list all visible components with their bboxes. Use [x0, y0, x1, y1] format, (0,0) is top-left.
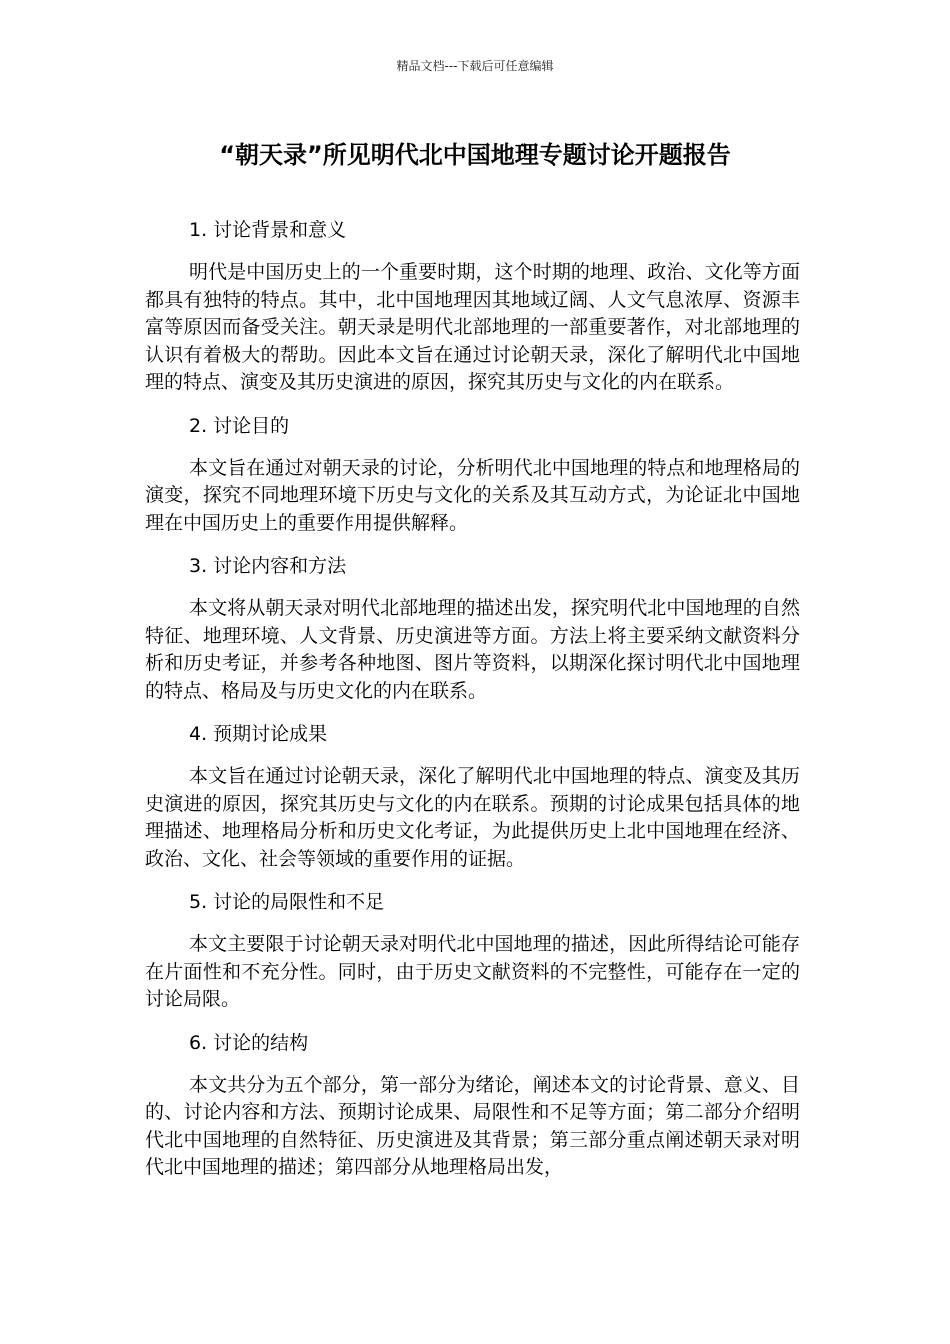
section-paragraph: 明代是中国历史上的一个重要时期，这个时期的地理、政治、文化等方面都具有独特的特点。其中，北中国地理因其地域辽阔、人文气息浓厚、资源丰富等原因而备受关注。朝天录是明代北部地理的一部重要著作，对北部地理的认识有着极大的帮助。因此本文旨在通过讨论朝天录，深化了解明代北中国地理的特点、演变及其历史演进的原因，探究其历史与文化的内在联系。	[145, 261, 800, 393]
section-2	[145, 412, 800, 538]
section-heading: 2. 讨论目的	[189, 414, 290, 437]
document-title: “朝天录”所见明代北中国地理专题讨论开题报告	[219, 141, 731, 169]
section-6	[145, 1029, 800, 1182]
section-heading: 5. 讨论的局限性和不足	[189, 891, 385, 913]
section-heading: 4. 预期讨论成果	[189, 723, 328, 745]
section-heading: 3. 讨论内容和方法	[189, 555, 347, 577]
section-3	[145, 552, 800, 705]
section-4	[145, 720, 800, 873]
section-paragraph: 本文旨在通过讨论朝天录，深化了解明代北中国地理的特点、演变及其历史演进的原因，探究其历史与文化的内在联系。预期的讨论成果包括具体的地理描述、地理格局分析和历史文化考证，为此提供历史上北中国地理在经济、政治、文化、社会等领域的重要作用的证据。	[145, 765, 800, 870]
section-paragraph: 本文将从朝天录对明代北部地理的描述出发，探究明代北中国地理的自然特征、地理环境、人文背景、历史演进等方面。方法上将主要采纳文献资料分析和历史考证，并参考各种地图、图片等资料，以期深化探讨明代北中国地理的特点、格局及与历史文化的内在联系。	[145, 597, 800, 702]
section-paragraph: 本文共分为五个部分，第一部分为绪论，阐述本文的讨论背景、意义、目的、讨论内容和方法、预期讨论成果、局限性和不足等方面；第二部分介绍明代北中国地理的自然特征、历史演进及其背景；第三部分重点阐述朝天录对明代北中国地理的描述；第四部分从地理格局出发，	[145, 1073, 800, 1178]
document-body	[145, 216, 800, 1197]
section-heading: 1. 讨论背景和意义	[189, 219, 347, 241]
section-heading: 6. 讨论的结构	[189, 1031, 309, 1054]
section-1	[145, 216, 800, 397]
section-paragraph: 本文主要限于讨论朝天录对明代北中国地理的描述，因此所得结论可能存在片面性和不充分性。同时，由于历史文献资料的不完整性，可能存在一定的讨论局限。	[145, 933, 800, 1010]
page-header: 精品文档---下载后可任意编辑	[396, 59, 554, 73]
section-5	[145, 888, 800, 1014]
section-paragraph: 本文旨在通过对朝天录的讨论，分析明代北中国地理的特点和地理格局的演变，探究不同地理环境下历史与文化的关系及其互动方式，为论证北中国地理在中国历史上的重要作用提供解释。	[145, 456, 800, 534]
